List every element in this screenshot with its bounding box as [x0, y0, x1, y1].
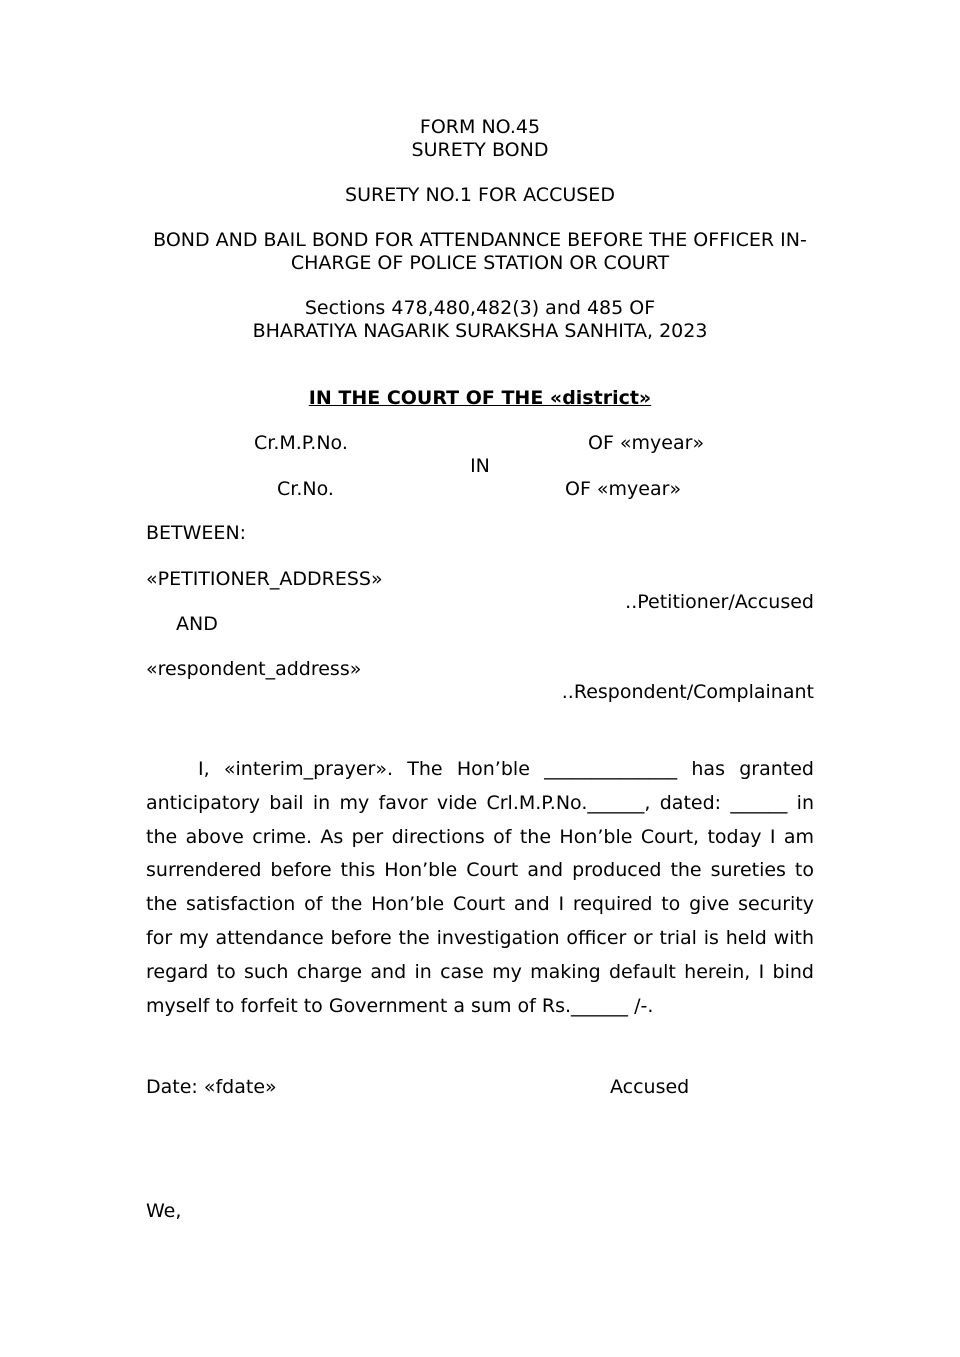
sections-line1: Sections 478,480,482(3) and 485 OF — [304, 297, 656, 319]
cr-label: Cr.No. — [277, 478, 334, 500]
and-label: AND — [176, 613, 218, 635]
form-title: SURETY BOND — [411, 139, 549, 161]
form-number: FORM NO.45 — [419, 116, 541, 138]
respondent-address: «respondent_address» — [146, 658, 362, 680]
bond-title-line2: CHARGE OF POLICE STATION OR COURT — [290, 252, 670, 274]
in-label: IN — [470, 455, 490, 477]
bond-title-line1: BOND AND BAIL BOND FOR ATTENDANNCE BEFORE THE OFFICER IN- — [153, 229, 807, 251]
respondent-role: ..Respondent/Complainant — [561, 681, 814, 703]
sections-line2: BHARATIYA NAGARIK SURAKSHA SANHITA, 2023 — [252, 320, 708, 342]
petitioner-role: ..Petitioner/Accused — [625, 591, 814, 613]
crmp-label: Cr.M.P.No. — [254, 432, 348, 454]
court-title: IN THE COURT OF THE «district» — [308, 387, 652, 409]
accused-signature-label: Accused — [610, 1076, 690, 1098]
we-label: We, — [146, 1200, 182, 1222]
bond-paragraph: I, «interim_prayer». The Hon’ble ______________ has granted anticipatory bail in my favor vide Crl.M.P.No.______, dated: ______ in the above crime. As per directions of the Hon’ble Court, today I am surrendered before this Hon’ble Court and produced the sureties to the satisfaction of the Hon’ble Court and I required to give security for my attendance before the investigation officer or trial is held with regard to such charge and in case my making default herein, I bind myself to forfeit to Government a sum of Rs.______ /-. — [146, 758, 814, 1017]
cr-year: OF «myear» — [565, 478, 682, 500]
date-field: Date: «fdate» — [146, 1076, 277, 1098]
petitioner-address: «PETITIONER_ADDRESS» — [146, 568, 383, 590]
surety-number: SURETY NO.1 FOR ACCUSED — [345, 184, 615, 206]
crmp-year: OF «myear» — [588, 432, 705, 454]
between-label: BETWEEN: — [146, 522, 247, 544]
